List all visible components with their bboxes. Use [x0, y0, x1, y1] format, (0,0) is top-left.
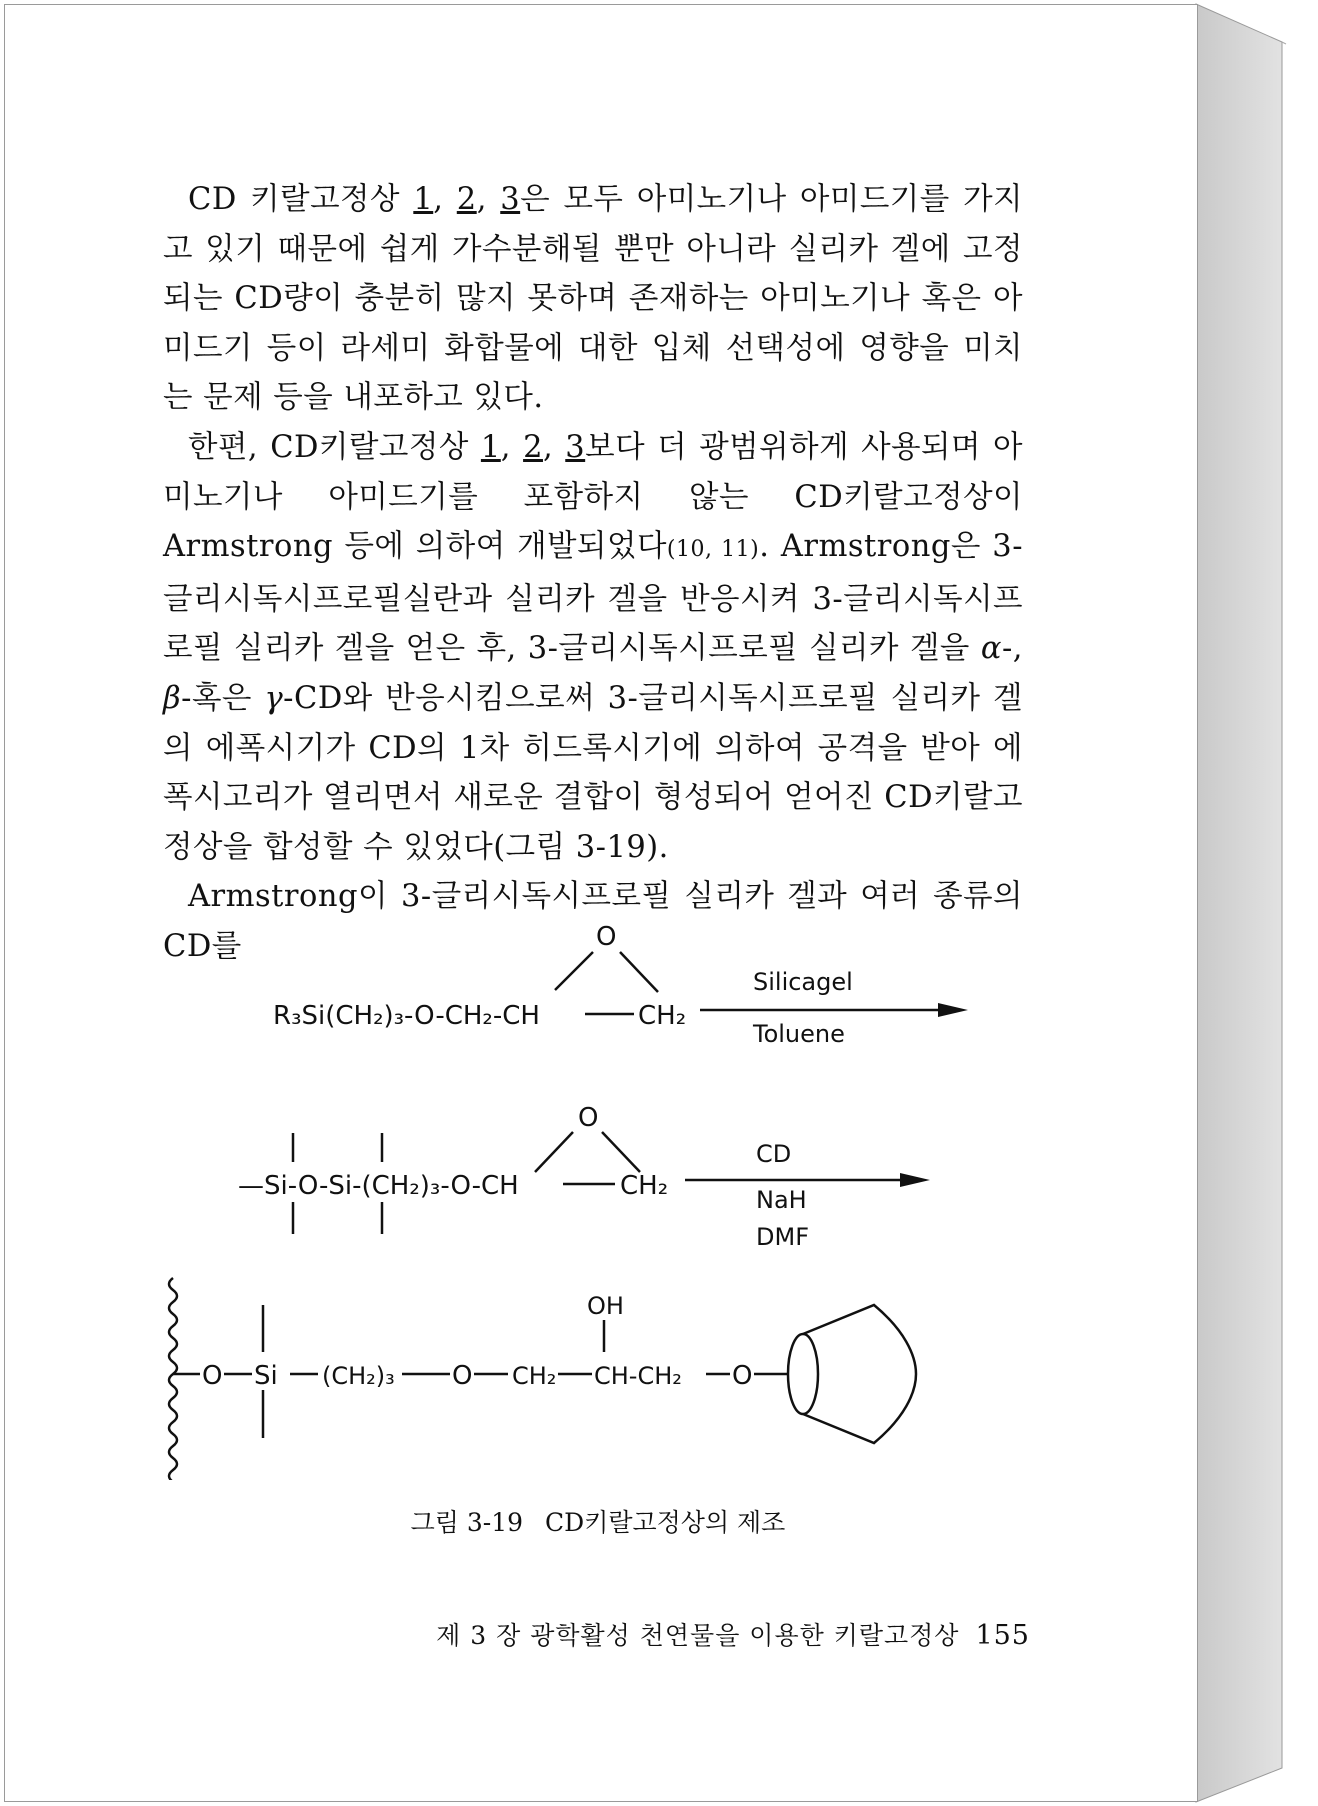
r2-epoxide-right-bond — [602, 1132, 640, 1172]
compound-number: 1 — [413, 182, 434, 217]
text-run: . Armstrong은 3-글리시독시프로필실란과 실리카 겔을 반응시켜 3-글리시독시프로필 실리카 겔을 얻은 후, 3-글리시독시프로필 실리카 겔을 — [163, 529, 1023, 667]
p-o2: O — [452, 1361, 473, 1391]
p-chch2: CH-CH₂ — [594, 1362, 682, 1390]
paragraph — [163, 423, 1023, 872]
p-si: Si — [254, 1361, 278, 1391]
p-ch2a: CH₂ — [512, 1362, 557, 1390]
text-run: CD 키랄고정상 — [188, 182, 414, 217]
r2-reagent-cd: CD — [756, 1140, 792, 1168]
figure-caption — [0, 1503, 1196, 1539]
r1-left-formula: R₃Si(CH₂)₃-O-CH₂-CH — [273, 1001, 540, 1031]
r2-oxygen: O — [578, 1103, 599, 1133]
cyclodextrin-torus-icon — [788, 1305, 916, 1443]
compound-number: 3 — [565, 429, 586, 465]
page-footer — [430, 1616, 1030, 1652]
compound-number: 2 — [456, 182, 477, 217]
text-run: γ — [264, 680, 284, 716]
p-o1: O — [202, 1361, 223, 1391]
text-run: -, — [1001, 631, 1023, 667]
text-run: α — [980, 631, 1002, 667]
text-run: , — [433, 182, 457, 217]
text-run: -CD와 반응시킴으로써 3-글리시독시프로필 실리카 겔의 에폭시기가 CD의 1차 히드록시기에 의하여 공격을 받아 에폭시고리가 열리면서 새로운 결합이 형성되어 얻어진 CD키랄고정상을 합성할 수 있었다(그림 3-19). — [163, 680, 1023, 865]
silica-surface-wavy-line — [169, 1278, 177, 1480]
text-run: 은 모두 아미노기나 아미드기를 가지고 있기 때문에 쉽게 가수분해될 뿐만 아니라 실리카 겔에 고정되는 CD량이 충분히 많지 못하며 존재하는 아미노기나 혹은 아미드기 등이 라세미 화합물에 대한 입체 선택성에 영향을 미치는 문제 등을 내포하고 있다. — [163, 182, 1024, 416]
text-run: β — [163, 680, 182, 716]
compound-number: 3 — [500, 182, 521, 217]
reference: (10, 11) — [666, 537, 760, 563]
text-run: -혹은 — [181, 680, 265, 716]
r1-above-arrow: Silicagel — [753, 968, 853, 996]
caption-label: 그림 3-19 — [410, 1508, 524, 1537]
caption-title: CD키랄고정상의 제조 — [545, 1508, 786, 1537]
r2-reagent-nah: NaH — [756, 1186, 807, 1214]
compound-number: 2 — [523, 429, 543, 465]
text-run: , — [542, 429, 566, 465]
r2-reagent-dmf: DMF — [756, 1223, 809, 1251]
text-run: , — [500, 429, 524, 465]
text-run: 한편, CD키랄고정상 — [188, 429, 481, 465]
r1-oxygen: O — [596, 922, 617, 952]
compound-number: 1 — [480, 429, 501, 465]
r1-below-arrow: Toluene — [753, 1020, 845, 1048]
r1-arrowhead — [938, 1003, 968, 1017]
text-run: , — [476, 182, 501, 217]
r2-chain: —Si-O-Si-(CH₂)₃-O-CH — [238, 1171, 519, 1201]
paragraph — [163, 175, 1023, 423]
p-o3: O — [732, 1361, 753, 1391]
text-run: 보다 더 광범위하게 사용되며 아미노기나 아미드기를 포함하지 않는 CD키랄고정상이 Armstrong 등에 의하여 개발되었다 — [163, 429, 1024, 565]
p-ch2-3: (CH₂)₃ — [322, 1362, 395, 1390]
body-text — [163, 175, 1023, 972]
r2-epoxide-left-bond — [535, 1132, 573, 1172]
p-oh: OH — [587, 1292, 624, 1320]
r1-ch2: CH₂ — [638, 1001, 687, 1031]
r2-ch2: CH₂ — [620, 1171, 669, 1201]
page-number: 155 — [975, 1620, 1030, 1651]
chapter-title: 제 3 장 광학활성 천연물을 이용한 키랄고정상 — [436, 1621, 960, 1650]
r1-epoxide-left-bond — [555, 952, 593, 990]
figure-3-19 — [140, 900, 1100, 1480]
r2-arrowhead — [900, 1173, 930, 1187]
text-run: Armstrong이 3-글리시독시프로필 실리카 겔과 여러 종류의 CD를 — [163, 879, 1023, 964]
r1-epoxide-right-bond — [620, 952, 658, 992]
